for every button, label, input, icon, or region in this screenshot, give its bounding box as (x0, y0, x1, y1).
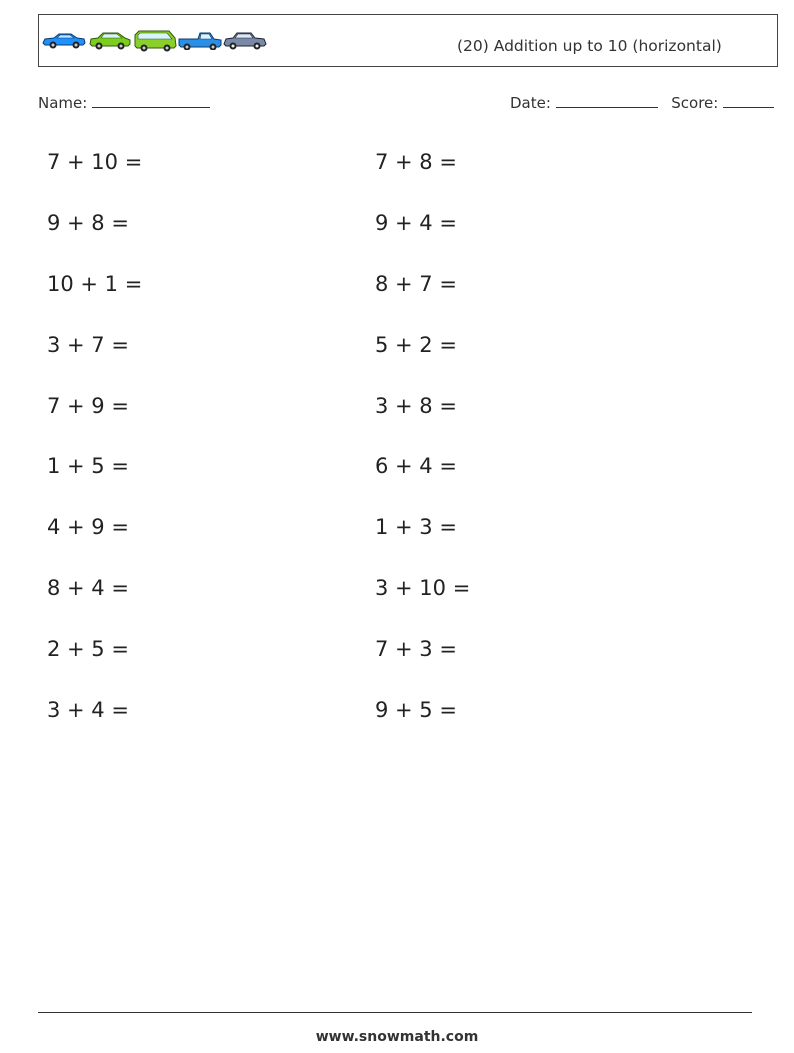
problem-4: 9 + 4 = (375, 211, 457, 235)
score-label: Score: (671, 94, 719, 112)
worksheet-header (38, 14, 778, 67)
problem-7: 3 + 7 = (47, 333, 129, 357)
problem-13: 4 + 9 = (47, 515, 129, 539)
problem-14: 1 + 3 = (375, 515, 457, 539)
date-label: Date: (510, 94, 551, 112)
problem-3: 9 + 8 = (47, 211, 129, 235)
name-field (38, 93, 210, 112)
problem-8: 5 + 2 = (375, 333, 457, 357)
problem-19: 3 + 4 = (47, 698, 129, 722)
problem-5: 10 + 1 = (47, 272, 143, 296)
gray-classic-car-icon (223, 30, 267, 50)
worksheet-title: (20) Addition up to 10 (horizontal) (457, 37, 722, 55)
score-blank-line (723, 93, 774, 108)
green-hatchback-icon (88, 30, 132, 50)
blue-pickup-icon (178, 30, 222, 50)
problem-1: 7 + 10 = (47, 150, 143, 174)
name-blank-line (92, 93, 210, 108)
problem-11: 1 + 5 = (47, 454, 129, 478)
green-minivan-icon (133, 30, 177, 52)
problem-20: 9 + 5 = (375, 698, 457, 722)
problem-16: 3 + 10 = (375, 576, 471, 600)
footer-url: www.snowmath.com (315, 1029, 479, 1045)
problem-9: 7 + 9 = (47, 394, 129, 418)
date-blank-line (556, 93, 658, 108)
problem-17: 2 + 5 = (47, 637, 129, 661)
problem-12: 6 + 4 = (375, 454, 457, 478)
problem-18: 7 + 3 = (375, 637, 457, 661)
blue-sedan-icon (41, 30, 87, 50)
problem-15: 8 + 4 = (47, 576, 129, 600)
footer-divider (38, 1012, 752, 1013)
problem-10: 3 + 8 = (375, 394, 457, 418)
problem-2: 7 + 8 = (375, 150, 457, 174)
date-score-fields (510, 93, 774, 112)
name-label: Name: (38, 94, 88, 112)
problem-6: 8 + 7 = (375, 272, 457, 296)
